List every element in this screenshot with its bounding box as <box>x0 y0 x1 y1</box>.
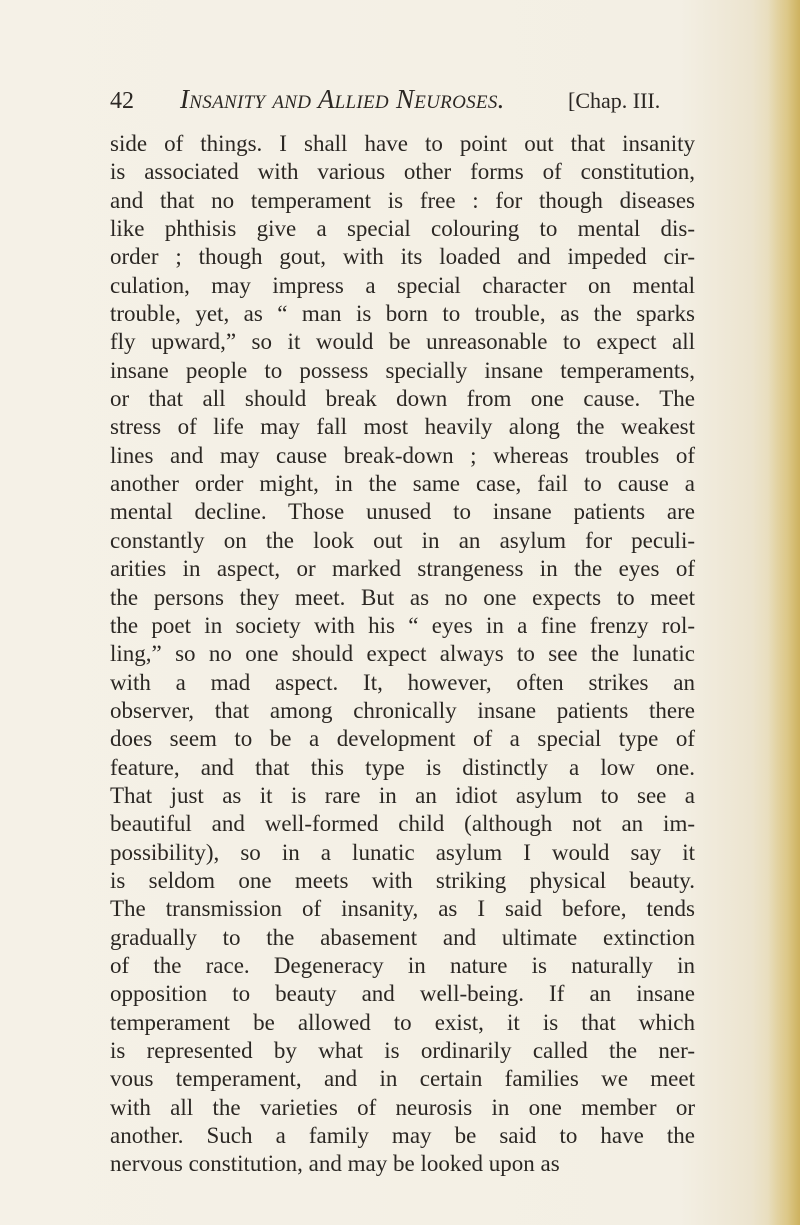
page-edge <box>768 0 800 1225</box>
text-line: possibility), so in a lunatic asylum I would say it <box>110 839 695 865</box>
text-line: stress of life may fall most heavily along the weakest <box>110 414 695 440</box>
text-line: The transmission of insanity, as I said before, tends <box>110 896 695 922</box>
text-line: lines and may cause break-down ; whereas troubles of <box>110 442 695 468</box>
text-line: and that no temperament is free : for though diseases <box>110 187 695 213</box>
text-line: another order might, in the same case, fail to cause a <box>110 471 695 497</box>
text-line: order ; though gout, with its loaded and impeded cir- <box>110 244 695 270</box>
text-line: is seldom one meets with striking physical beauty. <box>110 867 695 893</box>
text-line: feature, and that this type is distinctly a low one. <box>110 754 695 780</box>
text-line: ling,” so no one should expect always to see the lunatic <box>110 641 695 667</box>
page-number: 42 <box>110 88 134 114</box>
text-line: is represented by what is ordinarily called the ner- <box>110 1038 695 1063</box>
text-line: of the race. Degeneracy in nature is naturally in <box>110 952 695 978</box>
text-line: trouble, yet, as “ man is born to trouble, as the sparks <box>110 301 695 327</box>
text-line: side of things. I shall have to point out that insanity <box>110 131 695 156</box>
text-line: arities in aspect, or marked strangeness in the eyes of <box>110 556 695 582</box>
text-line: with all the varieties of neurosis in one member or <box>110 1094 695 1120</box>
text-line: That just as it is rare in an idiot asylum to see a <box>110 782 695 808</box>
text-line: another. Such a family may be said to have the <box>110 1123 695 1149</box>
text-line: beautiful and well-formed child (although not an im- <box>110 811 695 837</box>
text-line: nervous constitution, and may be looked upon as <box>110 1151 560 1177</box>
text-line: fly upward,” so it would be unreasonable to expect all <box>110 329 695 355</box>
text-line: opposition to beauty and well-being. If an insane <box>110 981 695 1007</box>
body-text <box>110 130 695 1179</box>
text-line: temperament be allowed to exist, it is that which <box>110 1009 695 1035</box>
text-line: like phthisis give a special colouring to mental dis- <box>110 216 695 242</box>
text-line: is associated with various other forms of constitution, <box>110 159 695 185</box>
text-line: insane people to possess specially insane temperaments, <box>110 357 695 383</box>
text-line: does seem to be a development of a special type of <box>110 726 695 752</box>
running-header <box>110 84 710 124</box>
text-line: culation, may impress a special character on mental <box>110 272 695 298</box>
text-line: vous temperament, and in certain families we meet <box>110 1066 695 1092</box>
chapter-label: [Chap. III. <box>568 88 661 113</box>
text-line: or that all should break down from one cause. The <box>110 386 695 412</box>
text-line: constantly on the look out in an asylum for peculi- <box>110 527 695 553</box>
text-line: the persons they meet. But as no one expects to meet <box>110 584 695 610</box>
text-line: observer, that among chronically insane patients there <box>110 697 695 723</box>
text-line: mental decline. Those unused to insane patients are <box>110 499 695 525</box>
text-line: the poet in society with his “ eyes in a fine frenzy rol- <box>110 612 695 638</box>
text-line: gradually to the abasement and ultimate extinction <box>110 924 695 950</box>
text-line: with a mad aspect. It, however, often strikes an <box>110 669 695 695</box>
running-title: Insanity and Allied Neuroses. <box>180 84 505 114</box>
